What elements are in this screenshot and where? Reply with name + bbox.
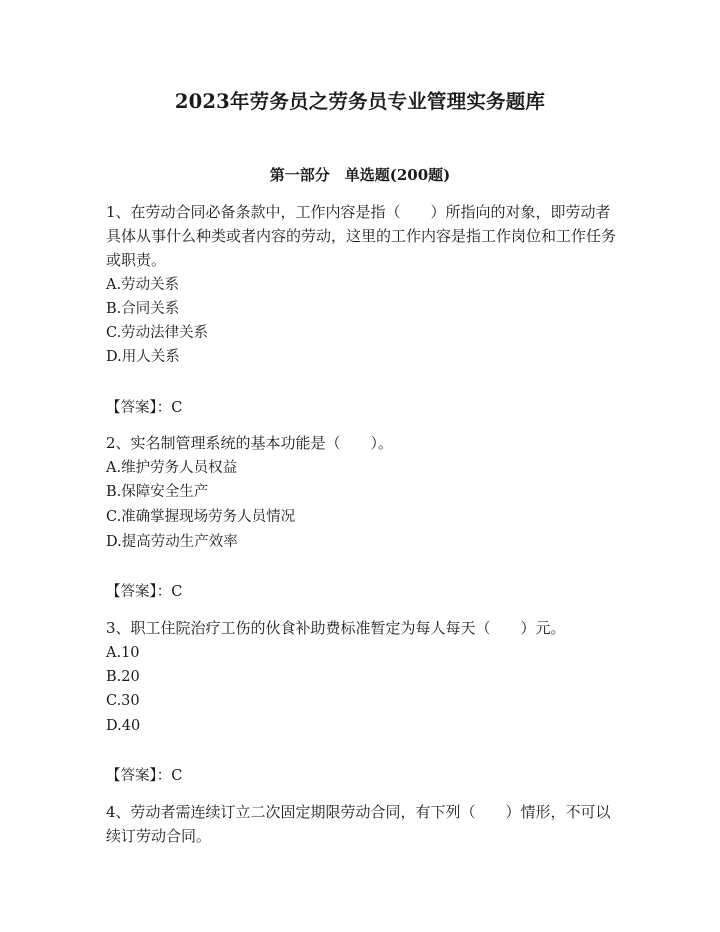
question-1-option-d: D.用人关系 (106, 349, 180, 365)
question-1-answer: 【答案】：C (106, 400, 183, 416)
question-2-text: 2、实名制管理系统的基本功能是（ ）。 (106, 434, 394, 452)
question-3-answer: 【答案】：C (106, 768, 183, 784)
question-2-option-b: B.保障安全生产 (106, 484, 209, 500)
question-2-option-d: D.提高劳动生产效率 (106, 534, 238, 550)
section-heading: 第一部分 单选题(200题) (269, 166, 451, 184)
question-3-option-c: C.30 (106, 693, 140, 709)
question-3-option-b: B.20 (106, 669, 140, 685)
question-3-option-a: A.10 (106, 645, 140, 661)
question-3-text: 3、职工住院治疗工伤的伙食补助费标准暂定为每人每天（ ）元。 (106, 619, 566, 637)
question-3-option-d: D.40 (106, 718, 141, 734)
question-2-option-c: C.准确掌握现场劳务人员情况 (106, 509, 296, 525)
question-4-text: 4、劳动者需连续订立二次固定期限劳动合同，有下列（ ）情形，不可以续订劳动合同。 (106, 803, 611, 845)
question-2-answer: 【答案】：C (106, 584, 183, 600)
question-2-option-a: A.维护劳务人员权益 (106, 460, 238, 476)
question-1-text: 1、在劳动合同必备条款中，工作内容是指（ ）所指向的对象，即劳动者具体从事什么种类或者内容的劳动，这里的工作内容是指工作岗位和工作任务或职责。 (106, 203, 617, 269)
question-1-option-a: A.劳动关系 (106, 277, 180, 293)
document-title: 2023年劳务员之劳务员专业管理实务题库 (174, 90, 546, 113)
question-1-option-b: B.合同关系 (106, 301, 180, 317)
question-1-option-c: C.劳动法律关系 (106, 325, 209, 341)
